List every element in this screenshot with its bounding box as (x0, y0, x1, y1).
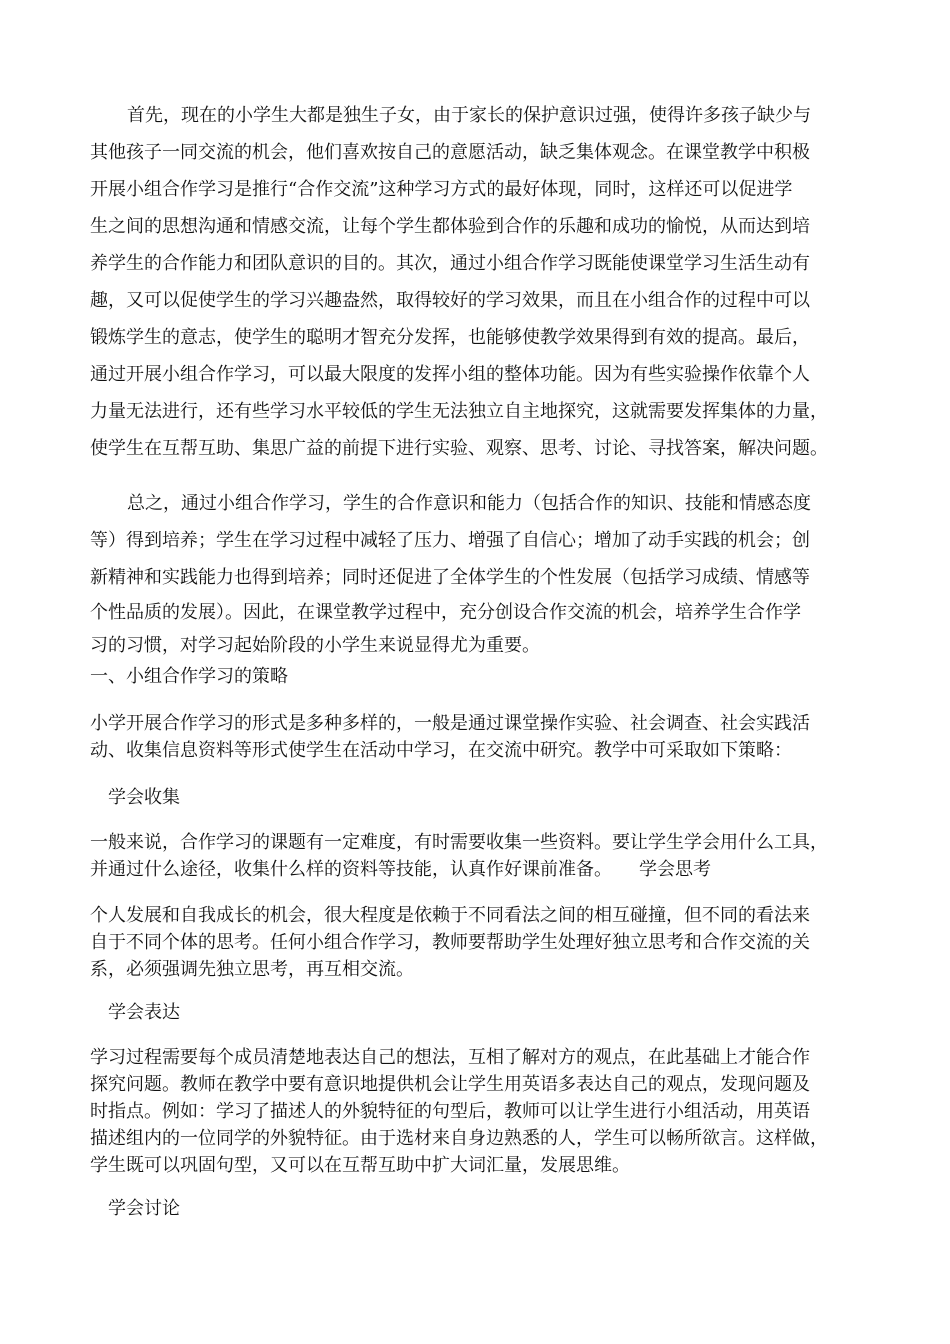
paragraph1-line: 通过开展小组合作学习，可以最大限度的发挥小组的整体功能。因为有些实验操作依靠个人 (90, 364, 810, 385)
sub2-line: 个人发展和自我成长的机会，很大程度是依赖于不同看法之间的相互碰撞，但不同的看法来 (90, 905, 810, 926)
paragraph2-line: 习的习惯，对学习起始阶段的小学生来说显得尤为重要。 (90, 635, 540, 656)
sub3-line: 探究问题。教师在教学中要有意识地提供机会让学生用英语多表达自己的观点，发现问题及 (90, 1074, 810, 1095)
paragraph1-line: 首先，现在的小学生大都是独生子女，由于家长的保护意识过强，使得许多孩子缺少与 (127, 105, 811, 126)
subheading-discuss: 学会讨论 (108, 1198, 180, 1219)
paragraph1-line: 趣，又可以促使学生的学习兴趣盎然，取得较好的学习效果，而且在小组合作的过程中可以 (90, 290, 810, 311)
paragraph1-line: 其他孩子一同交流的机会，他们喜欢按自己的意愿活动，缺乏集体观念。在课堂教学中积极 (90, 142, 810, 163)
sub3-line: 学习过程需要每个成员清楚地表达自己的想法，互相了解对方的观点，在此基础上才能合作 (90, 1047, 810, 1068)
paragraph2-line: 等）得到培养；学生在学习过程中减轻了压力、增强了自信心；增加了动手实践的机会；创 (90, 530, 810, 551)
sub2-line: 系，必须强调先独立思考，再互相交流。 (90, 959, 414, 980)
sub3-line: 描述组内的一位同学的外貌特征。由于选材来自身边熟悉的人，学生可以畅所欲言。这样做， (90, 1128, 828, 1149)
sub3-line: 时指点。例如：学习了描述人的外貌特征的句型后，教师可以让学生进行小组活动，用英语 (90, 1101, 810, 1122)
paragraph1-line: 养学生的合作能力和团队意识的目的。其次，通过小组合作学习既能使课堂学习生活生动有 (90, 253, 810, 274)
section-heading: 一、小组合作学习的策略 (90, 666, 288, 687)
paragraph1-line: 锻炼学生的意志，使学生的聪明才智充分发挥，也能够使教学效果得到有效的提高。最后， (90, 327, 810, 348)
section-intro-line: 小学开展合作学习的形式是多种多样的，一般是通过课堂操作实验、社会调查、社会实践活 (90, 713, 810, 734)
sub2-line: 自于不同个体的思考。任何小组合作学习，教师要帮助学生处理好独立思考和合作交流的关 (90, 932, 810, 953)
paragraph1-line: 使学生在互帮互助、集思广益的前提下进行实验、观察、思考、讨论、寻找答案，解决问题。 (90, 438, 828, 459)
subheading-express: 学会表达 (108, 1002, 180, 1023)
paragraph2-line: 新精神和实践能力也得到培养；同时还促进了全体学生的个性发展（包括学习成绩、情感等 (90, 567, 810, 588)
sub1-line: 一般来说，合作学习的课题有一定难度，有时需要收集一些资料。要让学生学会用什么工具， (90, 832, 828, 853)
paragraph2-line: 总之，通过小组合作学习，学生的合作意识和能力（包括合作的知识、技能和情感态度 (127, 493, 811, 514)
paragraph1-line: 生之间的思想沟通和情感交流，让每个学生都体验到合作的乐趣和成功的愉悦，从而达到培 (90, 216, 810, 237)
sub1-line: 并通过什么途径，收集什么样的资料等技能，认真作好课前准备。 学会思考 (90, 859, 711, 880)
section-intro-line: 动、收集信息资料等形式使学生在活动中学习，在交流中研究。教学中可采取如下策略： (90, 740, 792, 761)
paragraph1-line: 开展小组合作学习是推行“合作交流”这种学习方式的最好体现，同时，这样还可以促进学 (90, 179, 793, 200)
sub3-line: 学生既可以巩固句型，又可以在互帮互助中扩大词汇量，发展思维。 (90, 1155, 630, 1176)
subheading-collect: 学会收集 (108, 787, 180, 808)
paragraph2-line: 个性品质的发展）。因此，在课堂教学过程中，充分创设合作交流的机会，培养学生合作学 (90, 602, 801, 623)
paragraph1-line: 力量无法进行，还有些学习水平较低的学生无法独立自主地探究，这就需要发挥集体的力量， (90, 401, 828, 422)
